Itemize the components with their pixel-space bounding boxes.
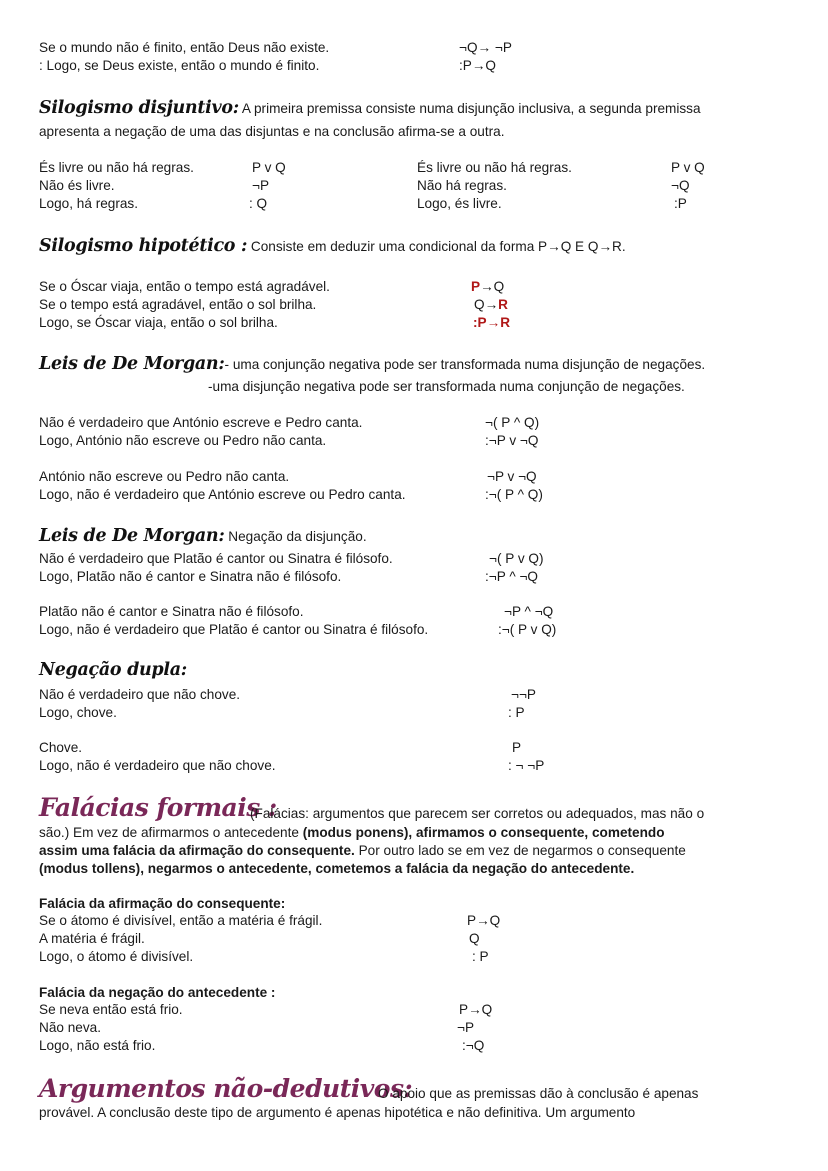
dupla-formula-4: : ¬ ¬P bbox=[508, 758, 545, 773]
dupla-heading-line bbox=[39, 662, 187, 679]
falacia-2-formula-2: ¬P bbox=[457, 1020, 475, 1035]
section-desc: Consiste em deduzir uma condicional da forma P→Q E Q→R. bbox=[247, 239, 626, 254]
hipo-heading-line bbox=[39, 238, 626, 255]
morgan1-formula-1: ¬( P ^ Q) bbox=[485, 415, 540, 430]
hipo-formula-2 bbox=[474, 297, 508, 313]
naodedutivos-heading: Argumentos não-dedutivos: bbox=[39, 1074, 413, 1103]
disj-desc-line-2: apresenta a negação de uma das disjuntas e na conclusão afirma-se a outra. bbox=[39, 124, 505, 139]
hipo-line-3: Logo, se Óscar viaja, então o sol brilha. bbox=[39, 315, 278, 330]
intro-formula-1: ¬Q→ ¬P bbox=[459, 40, 512, 55]
section-desc: A primeira premissa consiste numa disjunção inclusiva, a segunda premissa bbox=[238, 101, 701, 116]
hipo-line-1: Se o Óscar viaja, então o tempo está agradável. bbox=[39, 279, 330, 294]
morgan2-formula-3: ¬P ^ ¬Q bbox=[504, 604, 554, 619]
morgan1-formula-2: :¬P v ¬Q bbox=[485, 433, 539, 448]
formula-highlight: R bbox=[498, 297, 508, 312]
dupla-line-2: Logo, chove. bbox=[39, 705, 117, 720]
formula-rest: →Q bbox=[480, 279, 505, 294]
falacias-par-3 bbox=[39, 843, 686, 859]
disj-b-line-1: És livre ou não há regras. bbox=[417, 160, 572, 175]
falacias-par-2 bbox=[39, 825, 665, 841]
naodedutivos-par-1: O apoio que as premissas dão à conclusão é apenas bbox=[378, 1086, 699, 1101]
morgan2-line-1: Não é verdadeiro que Platão é cantor ou Sinatra é filósofo. bbox=[39, 551, 393, 566]
falacia-1-formula-1: P→Q bbox=[467, 913, 501, 928]
intro-formula-2: :P→Q bbox=[459, 58, 497, 73]
section-heading: Negação dupla: bbox=[39, 660, 187, 680]
falacia-1-formula-3: : P bbox=[472, 949, 489, 964]
falacia-2-line-2: Não neva. bbox=[39, 1020, 101, 1035]
dupla-line-1: Não é verdadeiro que não chove. bbox=[39, 687, 241, 702]
intro-line-1: Se o mundo não é finito, então Deus não existe. bbox=[39, 40, 330, 55]
disj-a-formula-1: P v Q bbox=[252, 160, 286, 175]
dupla-formula-2: : P bbox=[508, 705, 525, 720]
falacias-heading: Falácias formais : bbox=[39, 793, 277, 822]
hipo-formula-1 bbox=[471, 279, 504, 295]
disj-b-line-2: Não há regras. bbox=[417, 178, 507, 193]
morgan1-line-2: Logo, António não escreve ou Pedro não canta. bbox=[39, 433, 327, 448]
par-text: são.) Em vez de afirmarmos o antecedente bbox=[39, 825, 303, 840]
falacias-par-1: (Falácias: argumentos que parecem ser corretos ou adequados, mas não o bbox=[250, 806, 705, 821]
falacia-1-formula-2: Q bbox=[469, 931, 480, 946]
section-heading: Silogismo hipotético : bbox=[39, 236, 248, 256]
morgan2-heading-line bbox=[39, 528, 367, 545]
disj-b-line-3: Logo, és livre. bbox=[417, 196, 502, 211]
disj-a-line-1: És livre ou não há regras. bbox=[39, 160, 194, 175]
falacia-1-line-1: Se o átomo é divisível, então a matéria é frágil. bbox=[39, 913, 323, 928]
disj-b-formula-1: P v Q bbox=[671, 160, 705, 175]
morgan1-line-4: Logo, não é verdadeiro que António escreve ou Pedro canta. bbox=[39, 487, 406, 502]
hipo-formula-3: :P→R bbox=[473, 315, 511, 330]
par-bold: (modus ponens), afirmamos o consequente, cometendo bbox=[302, 825, 665, 840]
section-heading: Leis de De Morgan: bbox=[39, 354, 225, 374]
morgan2-line-2: Logo, Platão não é cantor e Sinatra não é filósofo. bbox=[39, 569, 342, 584]
morgan2-formula-2: :¬P ^ ¬Q bbox=[485, 569, 538, 584]
section-heading: Leis de De Morgan: bbox=[39, 526, 225, 546]
falacia-1-line-3: Logo, o átomo é divisível. bbox=[39, 949, 194, 964]
falacia-1-title: Falácia da afirmação do consequente: bbox=[39, 896, 286, 911]
morgan1-formula-3: ¬P v ¬Q bbox=[487, 469, 537, 484]
morgan1-heading-line bbox=[39, 356, 705, 373]
section-desc: - uma conjunção negativa pode ser transformada numa disjunção de negações. bbox=[224, 357, 706, 372]
naodedutivos-par-2: provável. A conclusão deste tipo de argumento é apenas hipotética e não definitiva. Um argumento bbox=[39, 1105, 636, 1120]
section-heading: Silogismo disjuntivo: bbox=[39, 98, 239, 118]
disj-a-line-3: Logo, há regras. bbox=[39, 196, 138, 211]
disj-a-formula-2: ¬P bbox=[252, 178, 270, 193]
section-desc: Negação da disjunção. bbox=[224, 529, 367, 544]
morgan1-desc-2: -uma disjunção negativa pode ser transformada numa conjunção de negações. bbox=[208, 379, 685, 394]
intro-line-2: : Logo, se Deus existe, então o mundo é finito. bbox=[39, 58, 320, 73]
morgan1-formula-4: :¬( P ^ Q) bbox=[485, 487, 543, 502]
falacias-par-4: (modus tollens), negarmos o antecedente, cometemos a falácia da negação do antecedente. bbox=[39, 861, 635, 876]
morgan1-line-1: Não é verdadeiro que António escreve e Pedro canta. bbox=[39, 415, 363, 430]
disj-b-formula-3: :P bbox=[674, 196, 687, 211]
formula-rest: Q→ bbox=[474, 297, 499, 312]
falacia-2-formula-3: :¬Q bbox=[462, 1038, 485, 1053]
dupla-formula-1: ¬¬P bbox=[511, 687, 536, 702]
formula-highlight: P bbox=[471, 279, 481, 294]
morgan2-line-3: Platão não é cantor e Sinatra não é filósofo. bbox=[39, 604, 304, 619]
par-bold: assim uma falácia da afirmação do consequente. bbox=[39, 843, 355, 858]
falacia-1-line-2: A matéria é frágil. bbox=[39, 931, 145, 946]
disj-heading-line bbox=[39, 100, 701, 117]
morgan2-formula-1: ¬( P v Q) bbox=[489, 551, 544, 566]
falacia-2-formula-1: P→Q bbox=[459, 1002, 493, 1017]
morgan2-formula-4: :¬( P v Q) bbox=[498, 622, 557, 637]
disj-a-formula-3: : Q bbox=[249, 196, 268, 211]
disj-b-formula-2: ¬Q bbox=[671, 178, 690, 193]
morgan1-line-3: António não escreve ou Pedro não canta. bbox=[39, 469, 290, 484]
falacia-2-line-1: Se neva então está frio. bbox=[39, 1002, 183, 1017]
par-text: Por outro lado se em vez de negarmos o consequente bbox=[354, 843, 686, 858]
disj-a-line-2: Não és livre. bbox=[39, 178, 115, 193]
dupla-line-3: Chove. bbox=[39, 740, 83, 755]
dupla-line-4: Logo, não é verdadeiro que não chove. bbox=[39, 758, 276, 773]
dupla-formula-3: P bbox=[512, 740, 522, 755]
falacia-2-line-3: Logo, não está frio. bbox=[39, 1038, 156, 1053]
morgan2-line-4: Logo, não é verdadeiro que Platão é cantor ou Sinatra é filósofo. bbox=[39, 622, 429, 637]
falacia-2-title: Falácia da negação do antecedente : bbox=[39, 985, 276, 1000]
hipo-line-2: Se o tempo está agradável, então o sol brilha. bbox=[39, 297, 317, 312]
